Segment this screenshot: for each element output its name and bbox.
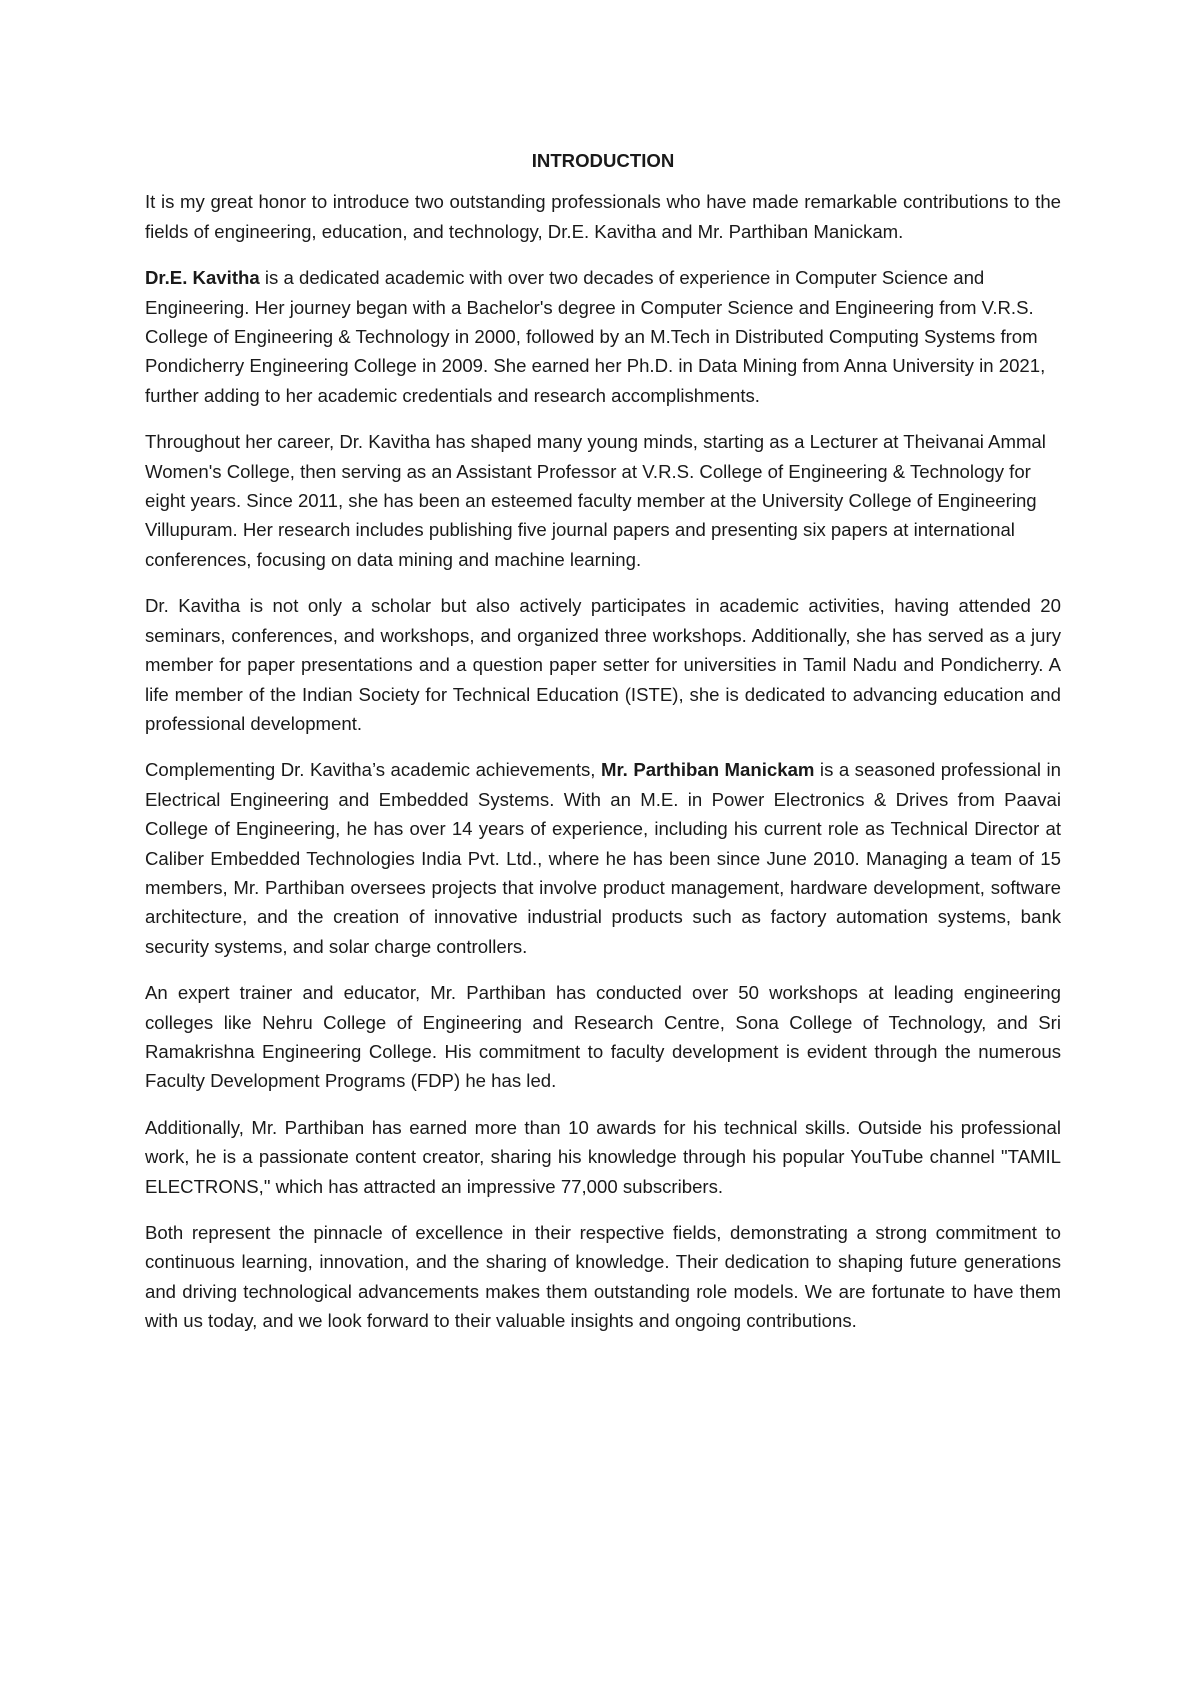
bold-name: Dr.E. Kavitha (145, 267, 260, 289)
paragraph-parthiban-awards (145, 1113, 1061, 1201)
paragraph-intro (145, 187, 1061, 246)
text-segment: Complementing Dr. Kavitha’s academic achievements, (145, 759, 601, 781)
paragraph-kavitha-activities (145, 591, 1061, 738)
page-title: INTRODUCTION (531, 150, 675, 171)
text-segment: is a seasoned professional in Electrical Engineering and Embedded Systems. With an M.E. in Power Electronics & Drives from Paavai College of Engineering, he has over 14 years of experience, including his current role as Technical Director at Caliber Embedded Technologies India Pvt. Ltd., where he has been since June 2010. Managing a team of 15 members, Mr. Parthiban oversees projects that involve product management, hardware development, software architecture, and the creation of innovative industrial products such as factory automation systems, bank security systems, and solar charge controllers. (145, 759, 1061, 957)
text-segment: Both represent the pinnacle of excellence in their respective fields, demonstrating a strong commitment to continuous learning, innovation, and the sharing of knowledge. Their dedication to shaping future generations and driving technological advancements makes them outstanding role models. We are fortunate to have them with us today, and we look forward to their valuable insights and ongoing contributions. (145, 1222, 1061, 1332)
text-segment: Dr. Kavitha is not only a scholar but also actively participates in academic activities, having attended 20 seminars, conferences, and workshops, and organized three workshops. Additionally, she has served as a jury member for paper presentations and a question paper setter for universities in Tamil Nadu and Pondicherry. A life member of the Indian Society for Technical Education (ISTE), she is dedicated to advancing education and professional development. (145, 595, 1061, 734)
paragraph-conclusion (145, 1218, 1061, 1336)
paragraph-parthiban-workshops (145, 978, 1061, 1096)
paragraph-kavitha-education (145, 263, 1061, 410)
text-segment: It is my great honor to introduce two outstanding professionals who have made remarkable contributions to the fields of engineering, education, and technology, Dr.E. Kavitha and Mr. Parthiban Manickam. (145, 191, 1061, 242)
text-segment: is a dedicated academic with over two decades of experience in Computer Science and Engineering. Her journey began with a Bachelor's degree in Computer Science and Engineering from V.R.S. College of Engineering & Technology in 2000, followed by an M.Tech in Distributed Computing Systems from Pondicherry Engineering College in 2009. She earned her Ph.D. in Data Mining from Anna University in 2021, further adding to her academic credentials and research accomplishments. (145, 267, 1046, 406)
text-segment: An expert trainer and educator, Mr. Parthiban has conducted over 50 workshops at leading engineering colleges like Nehru College of Engineering and Research Centre, Sona College of Technology, and Sri Ramakrishna Engineering College. His commitment to faculty development is evident through the numerous Faculty Development Programs (FDP) he has led. (145, 982, 1061, 1092)
text-segment: Additionally, Mr. Parthiban has earned more than 10 awards for his technical skills. Outside his professional work, he is a passionate content creator, sharing his knowledge through his popular YouTube channel "TAMIL ELECTRONS," which has attracted an impressive 77,000 subscribers. (145, 1116, 1061, 1197)
text-segment: Throughout her career, Dr. Kavitha has shaped many young minds, starting as a Lecturer at Theivanai Ammal Women's College, then serving as an Assistant Professor at V.R.S. College of Engineering & Technology for eight years. Since 2011, she has been an esteemed faculty member at the University College of Engineering Villupuram. Her research includes publishing five journal papers and presenting six papers at international conferences, focusing on data mining and machine learning. (145, 431, 1046, 570)
document-body (145, 146, 1061, 1353)
paragraph-parthiban-profile (145, 755, 1061, 961)
paragraph-kavitha-career (145, 427, 1061, 574)
bold-name: Mr. Parthiban Manickam (600, 759, 815, 781)
